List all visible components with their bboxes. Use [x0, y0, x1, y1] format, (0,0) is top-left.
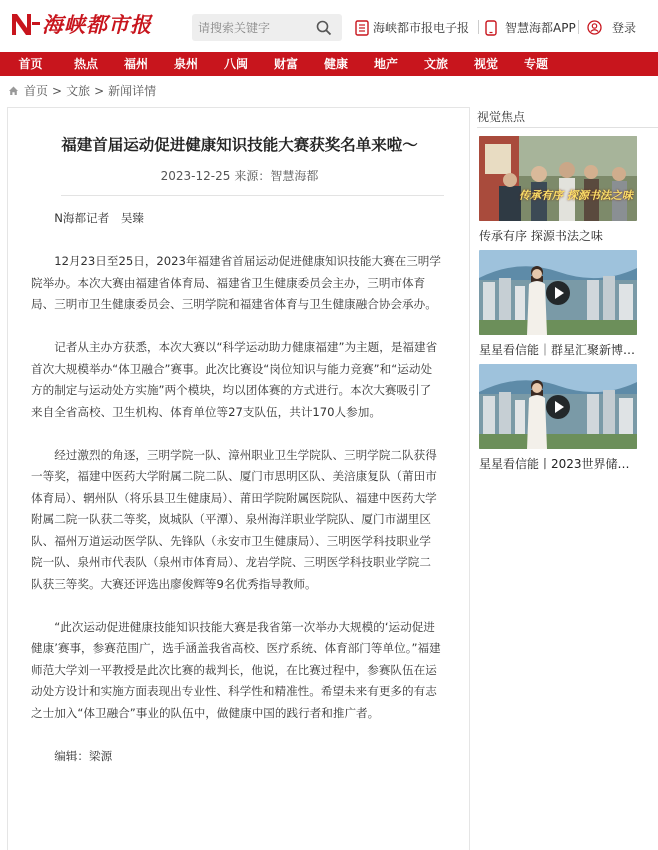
article-body [31, 208, 441, 767]
article-paragraph: 记者从主办方获悉，本次大赛以“科学运动助力健康福建”为主题，是福建省首次大规模举办“体卫融合”赛事。此次比赛设“岗位知识与能力竞赛”和“运动处方的制定与运动处方实施”两个模块，均以团体赛的方式进行。本次大赛吸引了来自全省高校、卫生机构、体育单位等27支队伍，共计170人参加。 [31, 340, 438, 419]
play-icon[interactable] [546, 281, 570, 305]
nav-item-finance[interactable]: 财富 [273, 57, 298, 71]
site-header [0, 0, 658, 52]
sidebar-caption[interactable]: 星星看信能丨2023世界储… [479, 457, 630, 471]
article-title: 福建首届运动促进健康知识技能大赛获奖名单来啦～ [61, 136, 418, 154]
thumbnail-overlay-text: 传承有序 探源书法之味 [519, 189, 633, 202]
app-link[interactable] [485, 19, 576, 36]
sidebar-card[interactable] [479, 136, 637, 244]
nav-item-visual[interactable]: 视觉 [473, 57, 498, 71]
divider [478, 20, 479, 34]
article-paragraph: “此次运动促进健康技能知识技能大赛是我省第一次举办大规模的‘运动促进健康’赛事，参赛范围广，选手涵盖我省高校、医疗系统、体育部门等单位。”福建师范大学刘一平教授是此次比赛的裁判长，他说，在比赛过程中，参赛队伍在运动处方设计和实施方面表现出专业性、科学性和精准性。希望未来有更多的有志之士加入“体卫融合”事业的队伍中，做健康中国的践行者和推广者。 [31, 619, 441, 720]
search-icon[interactable] [316, 20, 332, 36]
sidebar-thumbnail[interactable] [479, 136, 637, 221]
nav-item-topics[interactable]: 专题 [523, 57, 548, 71]
article-editor: 编辑：梁源 [54, 748, 113, 763]
article-panel [7, 107, 470, 850]
play-icon[interactable] [546, 395, 570, 419]
site-logo[interactable] [10, 9, 152, 39]
main-nav [0, 52, 658, 76]
nav-item-quanzhou[interactable]: 泉州 [173, 57, 198, 71]
nav-item-culture-travel[interactable]: 文旅 [423, 57, 448, 71]
breadcrumb-section[interactable]: 文旅 [66, 84, 91, 98]
article-source: 来源：智慧海都 [234, 169, 319, 183]
divider [477, 127, 658, 128]
sidebar-thumbnail[interactable] [479, 364, 637, 449]
nav-item-bamin[interactable]: 八闽 [223, 57, 248, 71]
breadcrumb-separator: > [52, 83, 63, 98]
breadcrumb-home[interactable]: 首页 [24, 84, 49, 98]
breadcrumb-current: 新闻详情 [108, 84, 157, 98]
nav-item-health[interactable]: 健康 [323, 57, 348, 71]
nav-item-realestate[interactable]: 地产 [373, 57, 398, 71]
sidebar-thumbnail[interactable] [479, 250, 637, 335]
nav-item-fuzhou[interactable]: 福州 [123, 57, 148, 71]
sidebar-title: 视觉焦点 [477, 110, 526, 124]
newspaper-icon [355, 20, 369, 36]
article-byline: N海都记者 吴臻 [54, 211, 145, 225]
article-paragraph: 经过激烈的角逐，三明学院一队、漳州职业卫生学院队、三明学院二队获得一等奖，福建中医药大学附属二院二队、厦门市思明区队、美涪康复队（莆田市体育局）、辋州队（将乐县卫生健康局）、莆田学院附属医院队、福建中医药大学附属二院一队获二等奖，岚城队（平潭）、泉州海洋职业学院队、厦门市湖里区队、福州万道运动医学队、先锋队（永安市卫生健康局）、三明医学科技职业学院一队、泉州市代表队（泉州市体育局）、龙岩学院、三明医学科技职业学院二队获三等奖。大赛还评选出廖俊辉等9名优秀指导教师。 [31, 447, 437, 591]
logo-n-icon [10, 11, 40, 37]
login-link[interactable] [587, 19, 636, 36]
article-meta [8, 167, 471, 184]
nav-item-home[interactable]: 首页 [18, 57, 43, 71]
breadcrumb [8, 82, 156, 99]
sidebar-caption[interactable]: 传承有序 探源书法之味 [479, 229, 603, 243]
search-input[interactable] [198, 18, 310, 37]
epaper-link[interactable] [355, 19, 469, 36]
search-box [192, 14, 342, 41]
divider [578, 20, 579, 34]
login-label: 登录 [612, 21, 637, 35]
user-icon [587, 20, 602, 35]
article-date: 2023-12-25 [160, 169, 231, 183]
logo-text: 海峡都市报 [42, 12, 152, 37]
epaper-label: 海峡都市报电子报 [373, 21, 470, 35]
sidebar-caption[interactable]: 星星看信能｜群星汇聚新博… [479, 343, 636, 357]
breadcrumb-separator: > [94, 83, 105, 98]
sidebar-card[interactable] [479, 364, 637, 472]
nav-item-hot[interactable]: 热点 [73, 57, 98, 71]
phone-icon [485, 20, 497, 36]
app-label: 智慧海都APP [505, 21, 576, 35]
article-paragraph: 12月23日至25日，2023年福建省首届运动促进健康知识技能大赛在三明学院举办。本次大赛由福建省体育局、福建省卫生健康委员会主办，三明市体育局、三明市卫生健康委员会、三明学院和福建省体育与卫生健康融合协会承办。 [31, 254, 441, 311]
home-icon [8, 85, 19, 96]
divider [61, 195, 444, 196]
sidebar-card[interactable] [479, 250, 637, 358]
